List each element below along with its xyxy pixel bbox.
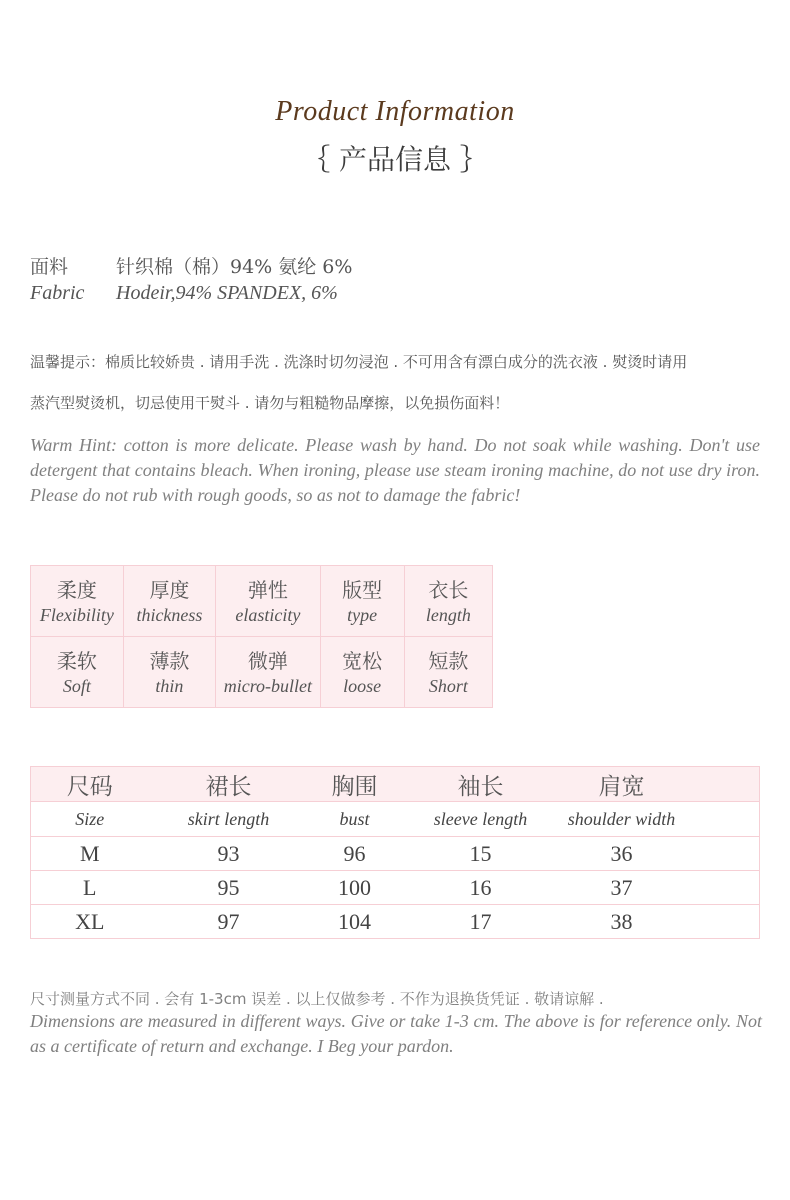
skirt-length-cell: 93 [217, 840, 240, 866]
column-header-cn: 胸围 [309, 767, 401, 802]
column-header-cn: 袖长 [401, 767, 561, 802]
size-cell: M [79, 840, 100, 866]
page-title-chinese: ｛ 产品信息 ｝ [302, 143, 488, 176]
sleeve-length-cell: 17 [469, 908, 492, 934]
fabric-row-chinese [30, 252, 352, 279]
fabric-value-en: Hodeir,94% SPANDEX, 6% [116, 282, 338, 304]
property-value-cn: 薄款 [149, 649, 190, 673]
property-value-en: loose [343, 676, 382, 696]
sleeve-length-cell: 15 [469, 840, 492, 866]
size-chart-table [30, 766, 760, 939]
bust-cell: 100 [338, 874, 371, 900]
property-name-cn: 厚度 [149, 578, 190, 602]
property-value-cell [31, 637, 124, 708]
fabric-row-english [30, 282, 338, 305]
property-name-en: thickness [136, 605, 203, 625]
row-filler [683, 871, 760, 905]
property-name-en: Flexibility [39, 605, 114, 625]
property-name-en: elasticity [235, 605, 301, 625]
fabric-label-en: Fabric [30, 282, 85, 304]
property-cell [123, 566, 216, 637]
size-header-row-cn [31, 767, 760, 802]
size-cell: L [83, 874, 97, 900]
column-header-en: Size [75, 808, 105, 829]
fabric-value-cn: 针织棉（棉）94% 氨纶 6% [116, 256, 353, 278]
property-cell [216, 566, 320, 637]
row-filler [683, 837, 760, 871]
property-cell [404, 566, 492, 637]
column-header-en: shoulder width [567, 808, 676, 829]
property-cell [320, 566, 404, 637]
property-value-cell [320, 637, 404, 708]
property-value-en: Soft [62, 676, 91, 696]
shoulder-width-cell: 37 [610, 874, 633, 900]
property-value-en: Short [428, 676, 468, 696]
bust-cell: 104 [338, 908, 371, 934]
fabric-label-cn: 面料 [30, 256, 69, 278]
measurement-note-cn: 尺寸测量方式不同 . 会有 1-3cm 误差 . 以上仅做参考 . 不作为退换货凭证 . 敬请谅解 . [30, 990, 604, 1008]
column-header-cn: 裙长 [149, 767, 309, 802]
skirt-length-cell: 95 [217, 874, 240, 900]
property-value-cell [123, 637, 216, 708]
column-header-cn: 尺码 [31, 767, 149, 802]
column-header-en: sleeve length [433, 808, 528, 829]
care-hint-cn-line-2: 蒸汽型熨烫机，切忌使用干熨斗 . 请勿与粗糙物品摩擦，以免损伤面料！ [30, 394, 510, 412]
measurement-note-en: Dimensions are measured in different ways. Give or take 1-3 cm. The above is for reference only. Not as a certificate of return and exchange. I Beg your pardon. [30, 1011, 762, 1056]
property-value-cn: 宽松 [342, 649, 383, 673]
property-name-en: length [425, 605, 471, 625]
page-title-english: Product Information [275, 96, 515, 127]
sleeve-length-cell: 16 [469, 874, 492, 900]
header-filler [683, 802, 760, 837]
property-value-en: thin [155, 676, 184, 696]
table-row [31, 837, 760, 871]
property-name-cn: 版型 [342, 578, 383, 602]
size-cell: XL [75, 908, 105, 934]
property-value-cell [404, 637, 492, 708]
table-row [31, 905, 760, 939]
properties-value-row [31, 637, 493, 708]
column-header-cn: 肩宽 [561, 767, 683, 802]
property-cell [31, 566, 124, 637]
size-header-row-en [31, 802, 760, 837]
property-value-cn: 短款 [428, 649, 469, 673]
property-name-cn: 衣长 [428, 578, 469, 602]
property-name-cn: 柔度 [56, 578, 97, 602]
property-name-en: type [347, 605, 378, 625]
properties-header-row [31, 566, 493, 637]
property-value-cn: 微弹 [247, 649, 288, 673]
property-value-cell [216, 637, 320, 708]
fabric-properties-table [30, 565, 493, 708]
skirt-length-cell: 97 [217, 908, 240, 934]
bust-cell: 96 [343, 840, 366, 866]
table-row [31, 871, 760, 905]
property-name-cn: 弹性 [247, 578, 288, 602]
shoulder-width-cell: 36 [610, 840, 633, 866]
care-hint-cn-line-1: 温馨提示：棉质比较娇贵 . 请用手洗 . 洗涤时切勿浸泡 . 不可用含有漂白成分的洗衣液 . 熨烫时请用 [30, 353, 688, 371]
column-header-en: bust [339, 808, 370, 829]
care-hint-english: Warm Hint: cotton is more delicate. Please wash by hand. Do not soak while washing. Don't use detergent that contains bleach. When ironing, please use steam ironing machine, do not use dry iron. Please do not rub with rough goods, so as not to damage the fabric! [30, 435, 760, 505]
property-value-cn: 柔软 [56, 649, 97, 673]
header-filler [683, 767, 760, 802]
property-value-en: micro-bullet [223, 676, 313, 696]
column-header-en: skirt length [187, 808, 270, 829]
row-filler [683, 905, 760, 939]
shoulder-width-cell: 38 [610, 908, 633, 934]
